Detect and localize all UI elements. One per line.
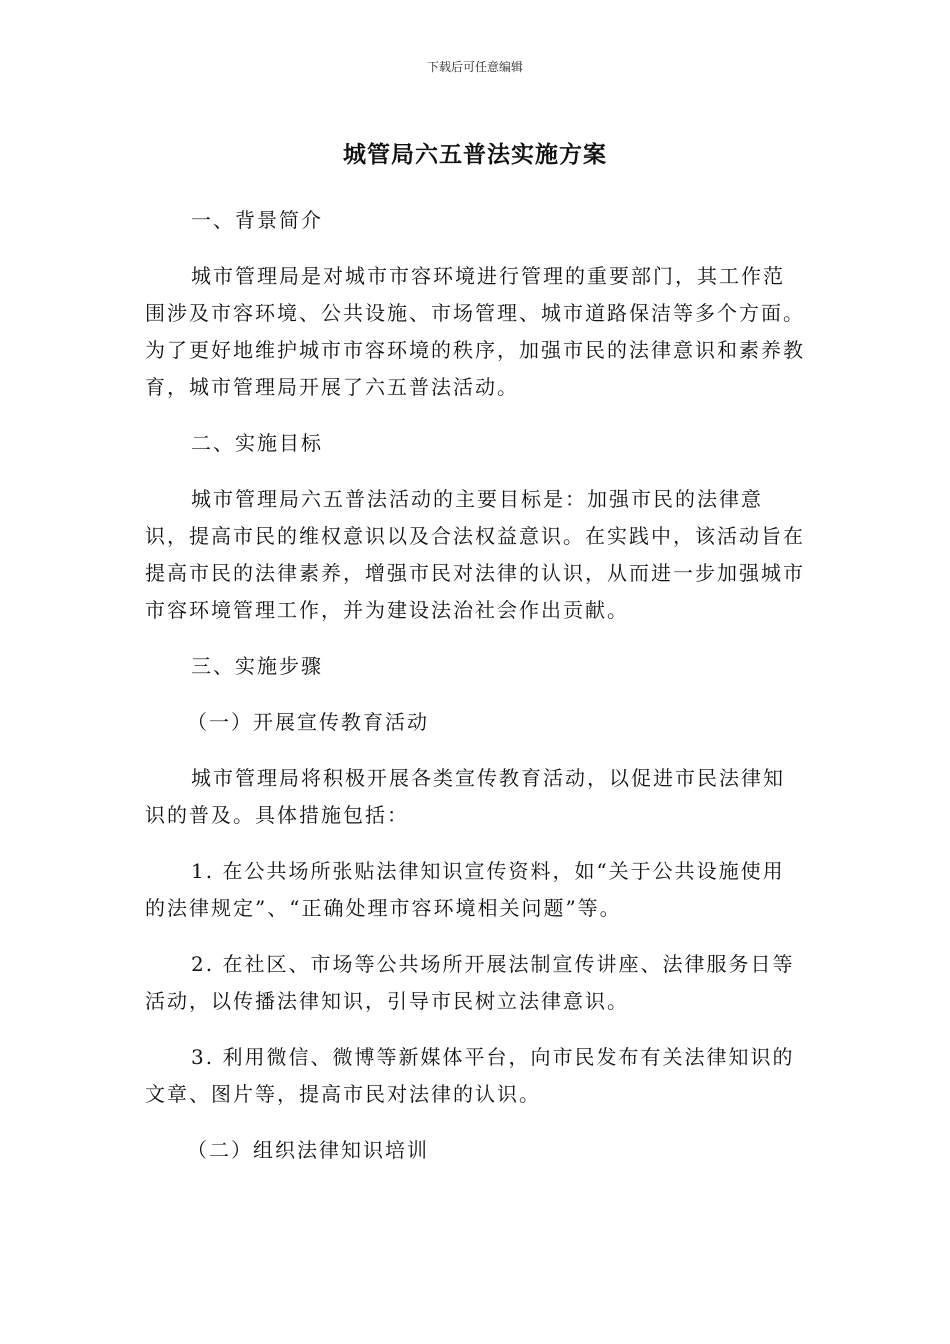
section-heading-steps: 三、实施步骤 — [191, 654, 323, 678]
section-heading-goals: 二、实施目标 — [191, 431, 323, 455]
document-title: 城管局六五普法实施方案 — [343, 142, 607, 168]
list-item-3: 3. 利用微信、微博等新媒体平台，向市民发布有关法律知识的文章、图片等，提高市民对法律的认识。 — [145, 1045, 795, 1106]
document-body — [145, 202, 805, 1188]
list-item-1: 1. 在公共场所张贴法律知识宣传资料，如“关于公共设施使用的法律规定”、“正确处理市容环境相关问题”等。 — [145, 859, 785, 920]
paragraph-background: 城市管理局是对城市市容环境进行管理的重要部门，其工作范围涉及市容环境、公共设施、市场管理、城市道路保洁等多个方面。为了更好地维护城市市容环境的秩序，加强市民的法律意识和素养教育，城市管理局开展了六五普法活动。 — [145, 264, 805, 399]
paragraph-publicity-intro: 城市管理局将积极开展各类宣传教育活动，以促进市民法律知识的普及。具体措施包括： — [145, 766, 785, 827]
section-heading-background: 一、背景简介 — [191, 208, 323, 232]
list-item-2: 2. 在社区、市场等公共场所开展法制宣传讲座、法律服务日等活动，以传播法律知识，引导市民树立法律意识。 — [145, 952, 795, 1013]
paragraph-goals: 城市管理局六五普法活动的主要目标是：加强市民的法律意识，提高市民的维权意识以及合法权益意识。在实践中，该活动旨在提高市民的法律素养，增强市民对法律的认识，从而进一步加强城市市容环境管理工作，并为建设法治社会作出贡献。 — [145, 487, 805, 622]
header-note: 下载后可任意编辑 — [426, 60, 523, 74]
subheading-training: （二）组织法律知识培训 — [187, 1138, 429, 1162]
subheading-publicity: （一）开展宣传教育活动 — [187, 710, 429, 734]
